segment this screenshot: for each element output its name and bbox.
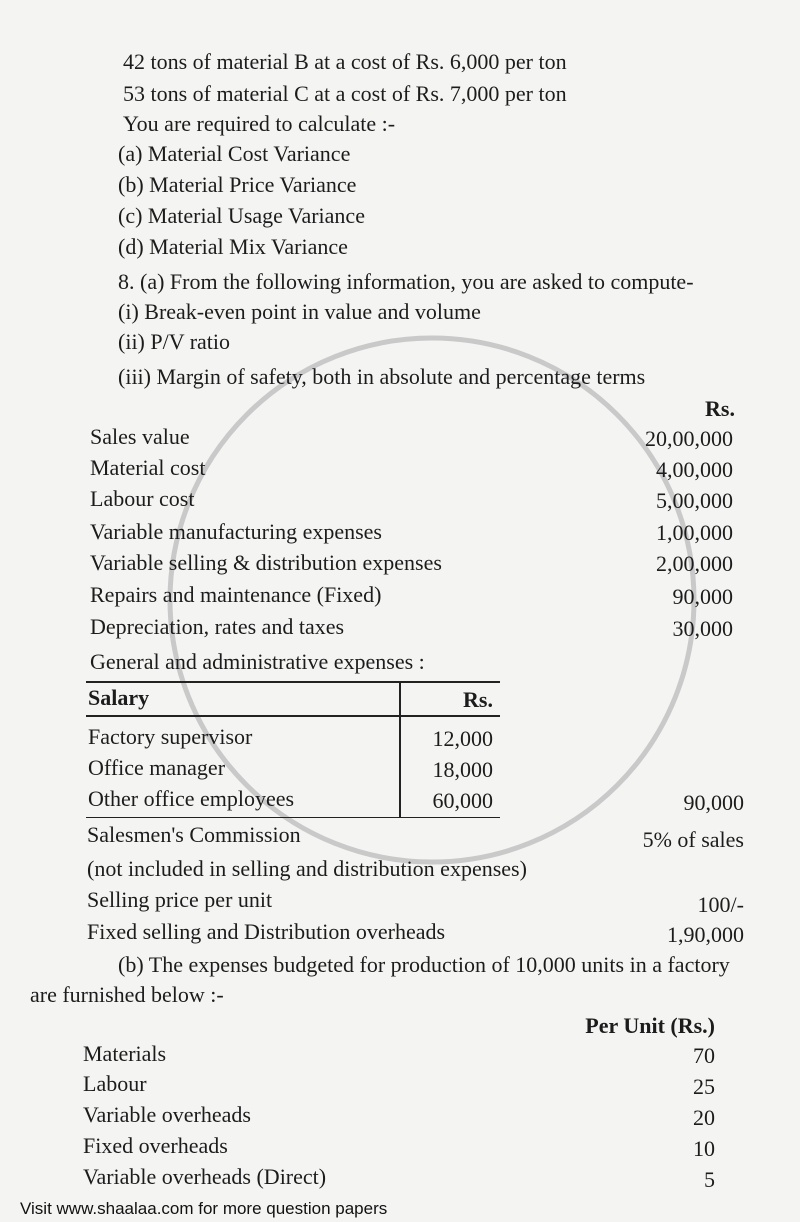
table-divider — [399, 682, 401, 818]
row-value: 30,000 — [672, 616, 733, 641]
table-row-value: 12,000 — [432, 726, 493, 751]
row-value: 70 — [693, 1043, 715, 1068]
table-row-label: Other office employees — [88, 786, 295, 811]
table-row-value: 60,000 — [432, 788, 493, 813]
general-admin-label: General and administrative expenses : — [90, 649, 425, 674]
table-rule — [86, 715, 500, 717]
row-value: 20,00,000 — [645, 426, 733, 451]
footer-note: Visit www.shaalaa.com for more question papers — [20, 1199, 388, 1218]
row-value: 10 — [693, 1136, 715, 1161]
per-unit-header: Per Unit (Rs.) — [585, 1013, 715, 1038]
intro-line: (b) Material Price Variance — [118, 172, 357, 197]
intro-line: (c) Material Usage Variance — [118, 203, 365, 228]
row-value: 20 — [693, 1105, 715, 1130]
row-value: 5% of sales — [642, 827, 744, 852]
row-label: Variable overheads — [83, 1102, 251, 1127]
table-header-salary: Salary — [88, 685, 150, 710]
question-item: (i) Break-even point in value and volume — [118, 299, 481, 324]
row-label: Salesmen's Commission — [87, 822, 301, 847]
currency-header: Rs. — [705, 396, 735, 421]
question-8b-line: are furnished below :- — [30, 982, 224, 1007]
row-label: Materials — [83, 1041, 167, 1066]
table-rule — [86, 681, 500, 683]
row-value: 100/- — [697, 892, 744, 917]
intro-line: 42 tons of material B at a cost of Rs. 6,000 per ton — [123, 49, 567, 74]
row-label: Depreciation, rates and taxes — [90, 614, 345, 639]
intro-line: (d) Material Mix Variance — [118, 234, 348, 259]
row-value: 25 — [693, 1074, 715, 1099]
table-header-rs: Rs. — [463, 687, 493, 712]
row-value: 5,00,000 — [656, 488, 733, 513]
question-item: (iii) Margin of safety, both in absolute and percentage terms — [118, 364, 646, 389]
row-label: Material cost — [90, 455, 206, 480]
intro-line: 53 tons of material C at a cost of Rs. 7,000 per ton — [123, 81, 567, 106]
row-label: Selling price per unit — [87, 887, 273, 912]
row-label: Variable overheads (Direct) — [83, 1164, 327, 1189]
row-label: Fixed overheads — [83, 1133, 228, 1158]
row-value: 1,00,000 — [656, 520, 733, 545]
row-label: Variable manufacturing expenses — [90, 519, 382, 544]
row-value: 90,000 — [672, 584, 733, 609]
table-row-label: Factory supervisor — [88, 724, 253, 749]
row-label: Labour — [83, 1071, 147, 1096]
question-8a-heading: 8. (a) From the following information, you are asked to compute- — [118, 269, 694, 294]
table-rule — [86, 817, 500, 818]
row-label: Labour cost — [90, 486, 195, 511]
row-value: 5 — [704, 1167, 715, 1192]
row-value: 1,90,000 — [667, 922, 744, 947]
intro-line: (a) Material Cost Variance — [118, 141, 351, 166]
table-row-label: Office manager — [88, 755, 226, 780]
row-value: 2,00,000 — [656, 551, 733, 576]
question-item: (ii) P/V ratio — [118, 329, 231, 354]
intro-line: You are required to calculate :- — [123, 111, 396, 136]
row-value: 4,00,000 — [656, 457, 733, 482]
row-label: Variable selling & distribution expenses — [90, 550, 442, 575]
salary-total: 90,000 — [683, 790, 744, 815]
row-label: Fixed selling and Distribution overheads — [87, 919, 446, 944]
row-label: Repairs and maintenance (Fixed) — [90, 582, 382, 607]
row-label: (not included in selling and distribution expenses) — [87, 856, 527, 881]
question-8b-line: (b) The expenses budgeted for production of 10,000 units in a factory — [118, 952, 730, 977]
row-label: Sales value — [90, 424, 190, 449]
table-row-value: 18,000 — [432, 757, 493, 782]
